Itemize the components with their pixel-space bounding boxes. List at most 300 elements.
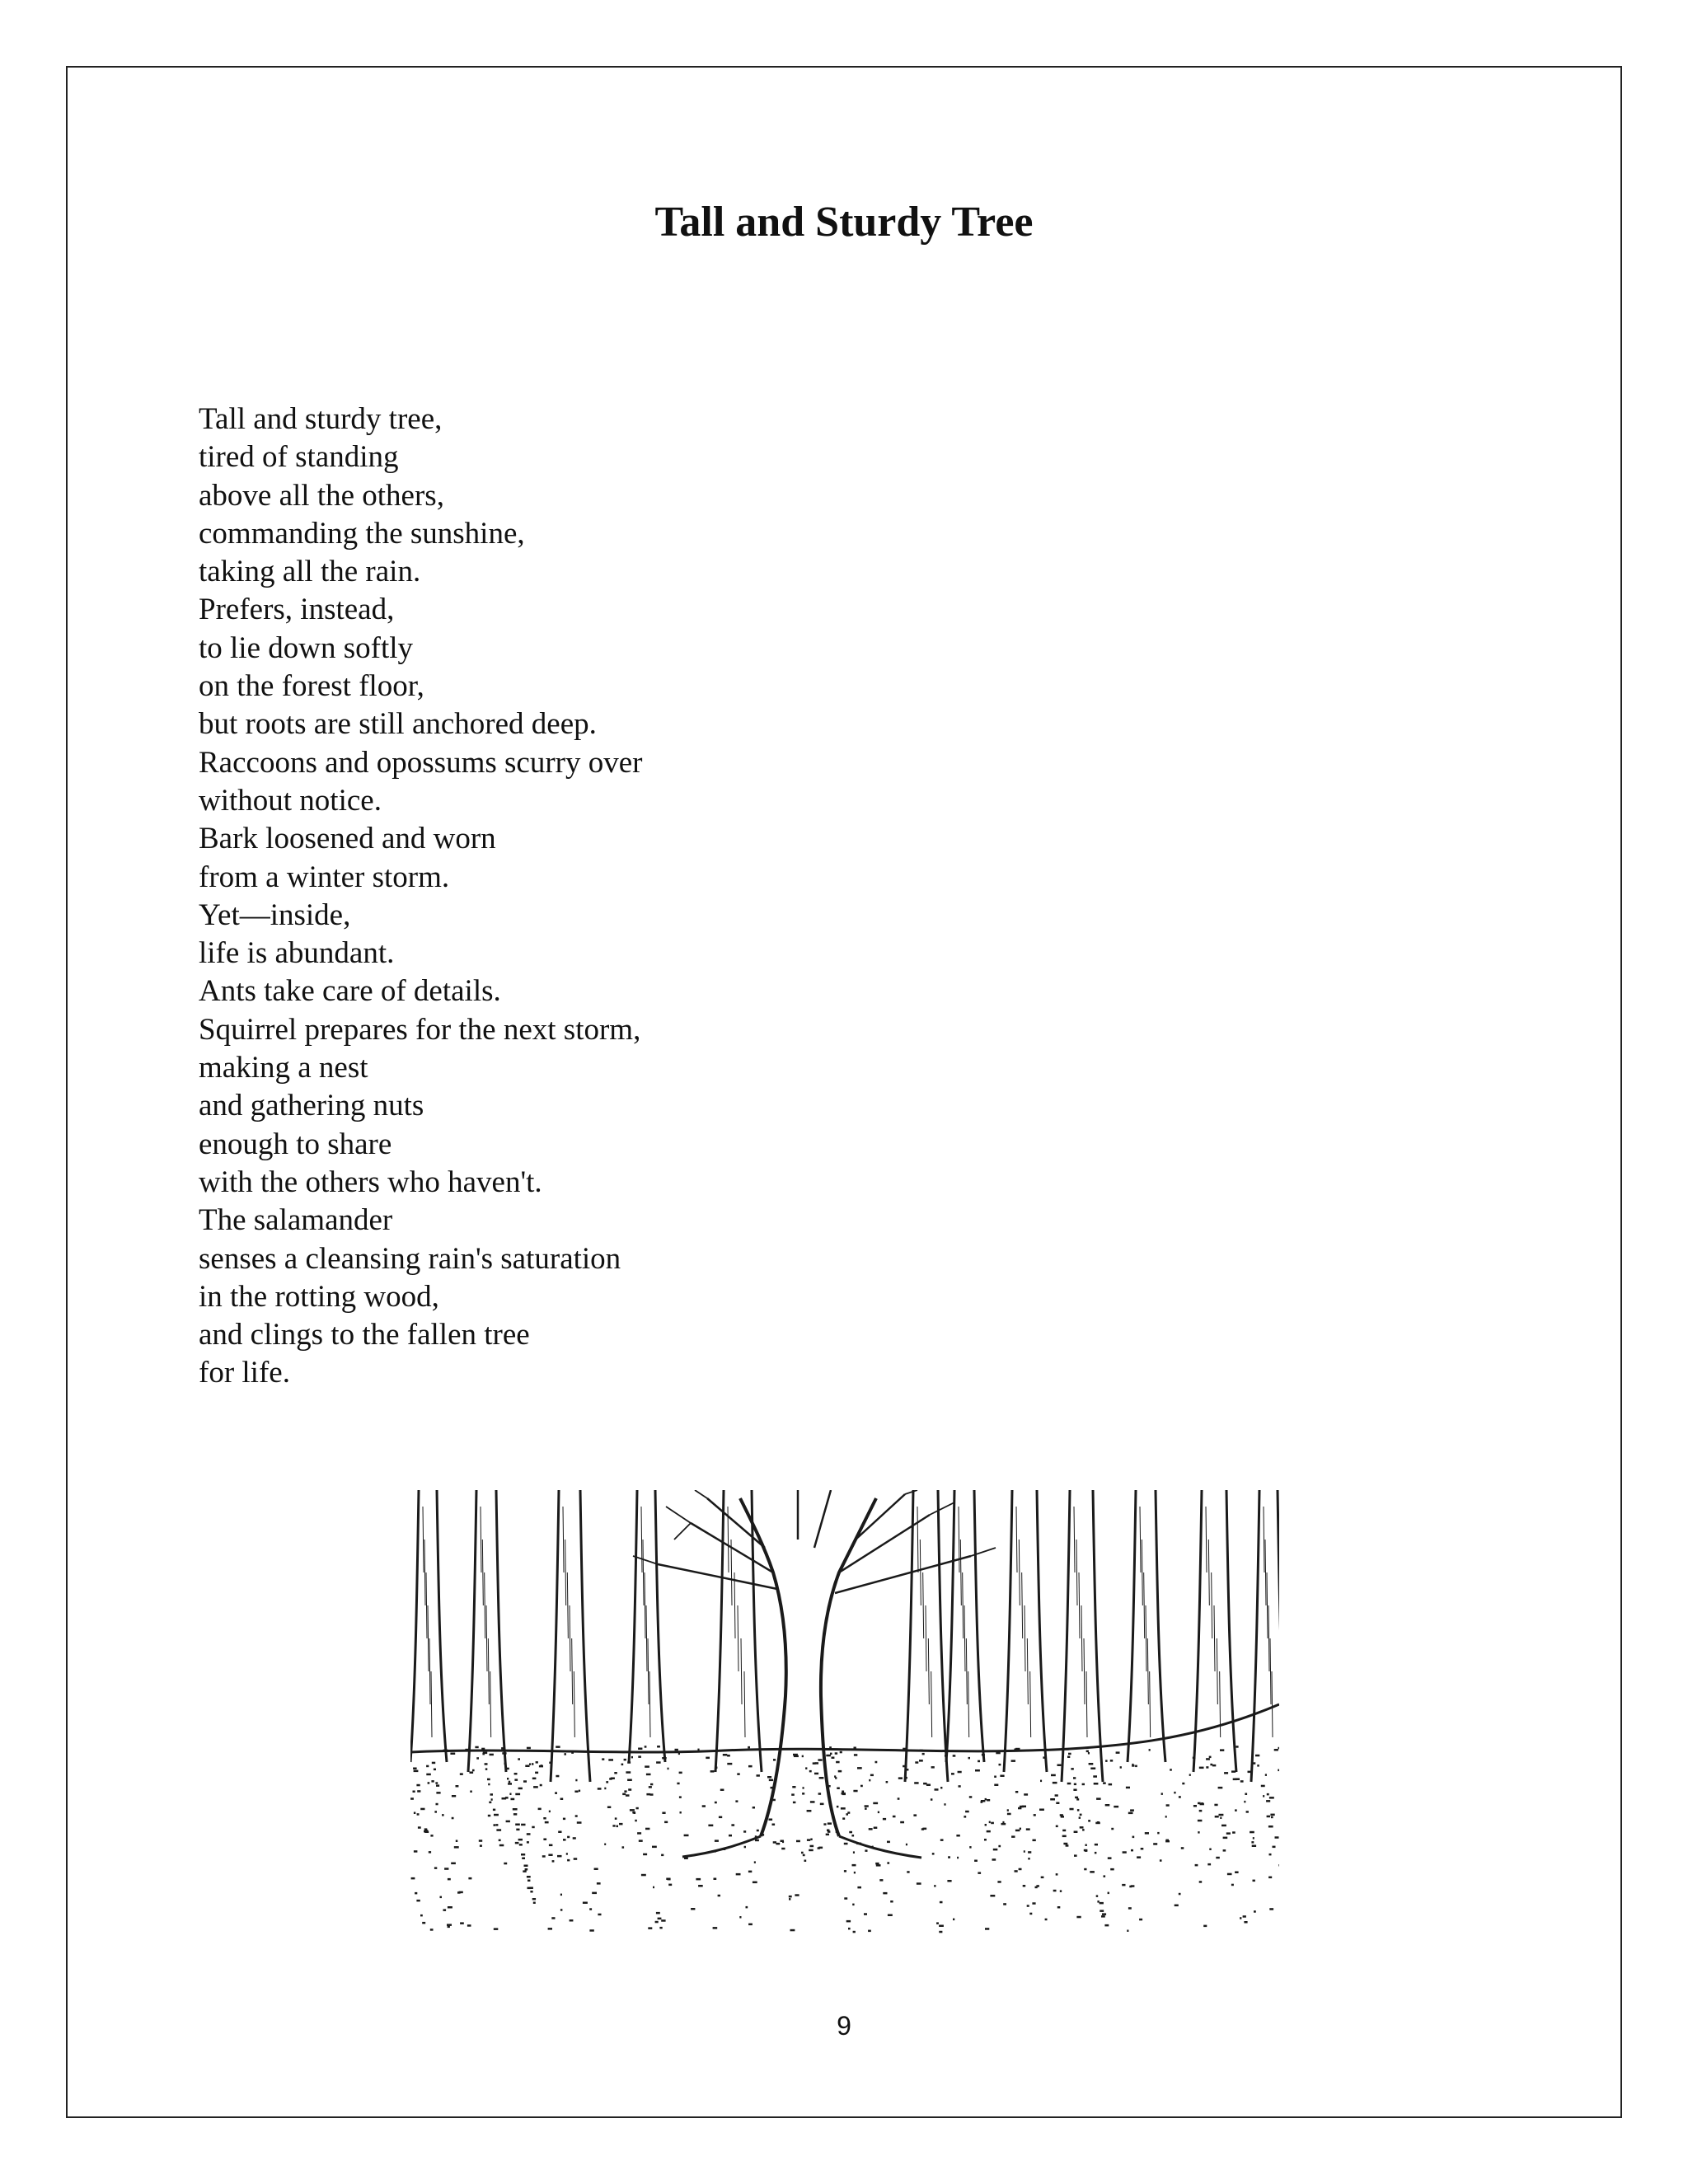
leaf-dot: [935, 1788, 939, 1791]
leaf-dot: [1270, 1814, 1274, 1816]
leaf-dot: [836, 1761, 840, 1764]
leaf-dot: [1110, 1760, 1113, 1762]
leaf-dot: [511, 1798, 515, 1801]
leaf-dot: [450, 1753, 455, 1755]
leaf-dot: [645, 1828, 649, 1830]
leaf-dot: [939, 1925, 944, 1928]
leaf-dot: [830, 1808, 832, 1811]
leaf-dot: [920, 1750, 923, 1752]
leaf-dot: [818, 1847, 820, 1849]
leaf-dot: [1095, 1822, 1100, 1825]
leaf-dot: [499, 1840, 501, 1842]
leaf-dot: [1199, 1810, 1203, 1812]
leaf-dot: [1231, 1884, 1234, 1886]
leaf-dot: [1131, 1849, 1133, 1852]
leaf-dot: [549, 1844, 553, 1847]
leaf-dot: [444, 1868, 448, 1870]
leaf-dot: [570, 1919, 574, 1922]
leaf-dot: [1235, 1809, 1237, 1811]
leaf-dot: [985, 1928, 989, 1930]
leaf-dot: [713, 1927, 718, 1929]
leaf-dot: [490, 1754, 494, 1756]
leaf-dot: [501, 1747, 504, 1750]
leaf-dot: [502, 1797, 507, 1800]
leaf-dot: [622, 1751, 625, 1754]
leaf-dot: [1240, 1780, 1244, 1783]
leaf-dot: [583, 1902, 588, 1905]
leaf-dot: [1053, 1782, 1057, 1784]
leaf-dot: [715, 1767, 717, 1769]
leaf-dot: [981, 1800, 986, 1802]
leaf-dot: [684, 1858, 688, 1860]
poem-line: Raccoons and opossums scurry over: [199, 745, 643, 780]
leaf-dot: [658, 1918, 662, 1920]
leaf-dot: [735, 1800, 738, 1802]
leaf-dot: [619, 1823, 623, 1825]
leaf-dot: [987, 1830, 991, 1833]
leaf-dot: [890, 1900, 893, 1903]
leaf-dot: [659, 1927, 662, 1929]
leaf-dot: [718, 1895, 720, 1897]
leaf-dot: [948, 1856, 950, 1858]
leaf-dot: [655, 1921, 659, 1924]
leaf-dot: [560, 1798, 564, 1801]
leaf-dot: [809, 1849, 814, 1852]
leaf-dot: [869, 1828, 873, 1830]
leaf-dot: [940, 1901, 943, 1904]
leaf-dot: [710, 1770, 715, 1773]
leaf-dot: [505, 1768, 509, 1770]
leaf-dot: [410, 1797, 414, 1800]
leaf-dot: [436, 1803, 438, 1806]
leaf-dot: [753, 1882, 757, 1884]
leaf-dot: [485, 1768, 488, 1770]
leaf-dot: [521, 1854, 525, 1856]
leaf-dot: [1103, 1782, 1106, 1784]
leaf-dot: [649, 1786, 652, 1788]
leaf-dot: [748, 1924, 753, 1926]
leaf-dot: [1066, 1748, 1068, 1750]
leaf-dot: [1085, 1844, 1087, 1847]
leaf-dot: [1068, 1753, 1071, 1755]
leaf-dot: [424, 1831, 429, 1834]
leaf-dot: [413, 1791, 415, 1793]
leaf-dot: [457, 1891, 461, 1894]
leaf-dot: [435, 1782, 438, 1784]
leaf-dot: [915, 1761, 918, 1764]
leaf-dot: [563, 1818, 565, 1821]
leaf-dot: [1082, 1783, 1085, 1786]
leaf-dot: [990, 1895, 995, 1897]
leaf-dot: [542, 1855, 546, 1858]
leaf-dot: [1198, 1820, 1203, 1822]
leaf-dot: [522, 1858, 525, 1860]
leaf-dot: [434, 1811, 437, 1813]
leaf-dot: [1160, 1859, 1162, 1862]
leaf-dot: [476, 1757, 479, 1760]
leaf-dot: [720, 1789, 724, 1792]
leaf-dot: [598, 1914, 601, 1916]
leaf-dot: [1181, 1847, 1184, 1849]
leaf-dot: [571, 1751, 574, 1754]
leaf-dot: [1257, 1765, 1259, 1767]
leaf-dot: [940, 1839, 944, 1841]
leaf-dot: [506, 1821, 510, 1823]
leaf-dot: [488, 1815, 490, 1817]
leaf-dot: [480, 1844, 482, 1847]
leaf-dot: [545, 1821, 549, 1824]
leaf-dot: [612, 1825, 615, 1827]
leaf-dot: [443, 1909, 447, 1911]
leaf-dot: [965, 1811, 969, 1813]
leaf-dot: [969, 1796, 973, 1798]
leaf-dot: [706, 1757, 710, 1760]
poem-line: commanding the sunshine,: [199, 516, 525, 551]
leaf-dot: [442, 1814, 444, 1816]
leaf-dot: [1182, 1783, 1184, 1785]
leaf-dot: [1129, 1886, 1132, 1888]
leaf-dot: [540, 1784, 542, 1787]
leaf-dot: [617, 1825, 619, 1828]
leaf-dot: [626, 1771, 631, 1774]
leaf-dot: [516, 1829, 519, 1831]
leaf-dot: [566, 1853, 568, 1855]
leaf-dot: [991, 1822, 994, 1825]
leaf-dot: [1035, 1886, 1038, 1889]
forest-illustration: [410, 1490, 1279, 1935]
leaf-dot: [1076, 1916, 1081, 1919]
leaf-dot: [900, 1821, 904, 1824]
leaf-dot: [1007, 1809, 1009, 1811]
leaf-dot: [731, 1824, 734, 1826]
leaf-dot: [557, 1855, 562, 1858]
leaf-dot: [1278, 1747, 1280, 1750]
leaf-dot: [1076, 1798, 1079, 1801]
leaf-dot: [1034, 1814, 1036, 1816]
leaf-dot: [652, 1846, 657, 1849]
leaf-dot: [940, 1787, 942, 1789]
leaf-dot: [1179, 1796, 1181, 1798]
leaf-dot: [488, 1783, 490, 1786]
leaf-dot: [624, 1759, 626, 1761]
leaf-dot: [509, 1781, 510, 1783]
leaf-dot: [737, 1773, 739, 1775]
leaf-dot: [835, 1777, 837, 1779]
leaf-dot: [467, 1924, 471, 1927]
leaf-dot: [1011, 1760, 1015, 1762]
leaf-dot: [1061, 1816, 1064, 1818]
leaf-dot: [1094, 1783, 1099, 1785]
leaf-dot: [533, 1902, 536, 1905]
leaf-dot: [1039, 1809, 1044, 1811]
leaf-dot: [532, 1826, 534, 1829]
leaf-dot: [828, 1822, 832, 1825]
leaf-dot: [1053, 1890, 1057, 1892]
leaf-dot: [1024, 1850, 1025, 1853]
leaf-dot: [1263, 1795, 1264, 1797]
leaf-dot: [1266, 1800, 1270, 1802]
poem-line: The salamander: [199, 1203, 393, 1238]
leaf-dot: [782, 1841, 784, 1844]
leaf-dot: [953, 1919, 954, 1921]
leaf-dot: [677, 1783, 679, 1785]
leaf-dot: [662, 1812, 665, 1815]
leaf-dot: [757, 1774, 760, 1777]
leaf-dot: [535, 1772, 538, 1774]
poem-line: taking all the rain.: [199, 555, 421, 589]
leaf-dot: [1220, 1817, 1221, 1820]
leaf-dot: [857, 1886, 861, 1889]
leaf-dot: [563, 1839, 566, 1841]
poem-line: tired of standing: [199, 440, 399, 475]
leaf-dot: [1110, 1868, 1114, 1871]
leaf-dot: [415, 1892, 417, 1895]
leaf-dot: [1233, 1779, 1237, 1781]
leaf-dot: [1073, 1777, 1076, 1779]
leaf-dot: [574, 1858, 578, 1860]
leaf-dot: [1082, 1829, 1085, 1831]
leaf-dot: [519, 1844, 523, 1846]
leaf-dot: [985, 1824, 987, 1826]
leaf-dot: [712, 1850, 716, 1853]
leaf-dot: [556, 1746, 560, 1748]
leaf-dot: [978, 1872, 981, 1874]
leaf-dot: [1018, 1807, 1021, 1810]
leaf-dot: [974, 1860, 978, 1863]
leaf-dot: [426, 1765, 429, 1768]
leaf-dot: [723, 1849, 726, 1851]
leaf-dot: [460, 1922, 464, 1924]
leaf-dot: [1231, 1770, 1236, 1773]
leaf-dot: [602, 1758, 604, 1760]
leaf-dot: [1252, 1762, 1255, 1765]
leaf-dot: [1014, 1749, 1017, 1751]
leaf-dot: [984, 1839, 987, 1841]
leaf-dot: [698, 1885, 703, 1887]
leaf-dot: [1170, 1769, 1172, 1771]
leaf-dot: [532, 1778, 537, 1780]
leaf-dot: [1240, 1917, 1241, 1919]
leaf-dot: [627, 1761, 631, 1764]
leaf-dot: [919, 1760, 923, 1762]
leaf-dot: [939, 1931, 942, 1933]
leaf-dot: [978, 1760, 980, 1763]
leaf-dot: [818, 1793, 822, 1795]
leaf-dot: [879, 1879, 883, 1882]
leaf-dot: [997, 1881, 1001, 1883]
leaf-dot: [465, 1749, 469, 1751]
leaf-dot: [790, 1929, 795, 1932]
poem-line: Ants take care of details.: [199, 974, 501, 1009]
leaf-dot: [525, 1765, 529, 1768]
leaf-dot: [1055, 1794, 1058, 1797]
leaf-dot: [428, 1782, 430, 1784]
leaf-dot: [865, 1805, 869, 1807]
leaf-dot: [1056, 1825, 1058, 1828]
leaf-dot: [860, 1785, 863, 1788]
leaf-dot: [1074, 1831, 1078, 1834]
leaf-dot: [1269, 1854, 1272, 1856]
leaf-dot: [494, 1824, 496, 1826]
poem-line: for life.: [199, 1356, 290, 1390]
leaf-dot: [639, 1840, 643, 1842]
leaf-dot: [604, 1844, 606, 1846]
leaf-dot: [1067, 1783, 1071, 1785]
leaf-dot: [1066, 1844, 1069, 1847]
leaf-dot: [746, 1906, 748, 1909]
leaf-dot: [830, 1753, 832, 1755]
leaf-dot: [470, 1791, 472, 1793]
leaf-dot: [1254, 1910, 1256, 1913]
leaf-dot: [451, 1863, 456, 1865]
leaf-dot: [868, 1930, 871, 1933]
leaf-dot: [917, 1882, 921, 1885]
leaf-dot: [592, 1892, 597, 1895]
leaf-dot: [1278, 1864, 1279, 1867]
leaf-dot: [411, 1877, 415, 1880]
leaf-dot: [622, 1846, 625, 1849]
leaf-dot: [872, 1846, 874, 1849]
poem-line: Bark loosened and worn: [199, 822, 496, 856]
leaf-dot: [521, 1824, 525, 1826]
leaf-dot: [807, 1839, 810, 1841]
leaf-dot: [1050, 1798, 1055, 1801]
leaf-dot: [708, 1825, 713, 1827]
leaf-dot: [1095, 1844, 1098, 1846]
leaf-dot: [739, 1916, 741, 1919]
leaf-dot: [414, 1850, 418, 1853]
leaf-dot: [514, 1773, 518, 1775]
leaf-dot: [431, 1780, 434, 1783]
leaf-dot: [805, 1767, 807, 1769]
leaf-dot: [661, 1919, 665, 1922]
leaf-dot: [998, 1845, 1001, 1848]
leaf-dot: [844, 1897, 847, 1900]
leaf-dot: [496, 1829, 501, 1831]
leaf-dot: [668, 1884, 672, 1886]
leaf-dot: [1261, 1785, 1265, 1788]
leaf-dot: [530, 1891, 532, 1893]
leaf-dot: [1090, 1871, 1095, 1873]
leaf-dot: [789, 1896, 792, 1898]
leaf-dot: [456, 1785, 459, 1788]
leaf-dot: [999, 1764, 1001, 1766]
leaf-dot: [873, 1802, 878, 1805]
leaf-dot: [1195, 1864, 1198, 1867]
leaf-dot: [678, 1753, 680, 1755]
leaf-dot: [994, 1784, 998, 1787]
leaf-dot: [982, 1754, 985, 1756]
leaf-dot: [715, 1802, 717, 1804]
leaf-dot: [1278, 1769, 1279, 1772]
leaf-dot: [657, 1746, 660, 1748]
leaf-dot: [1111, 1828, 1114, 1830]
leaf-dot: [702, 1805, 706, 1807]
leaf-dot: [1193, 1757, 1196, 1760]
leaf-dot: [432, 1762, 435, 1765]
leaf-dot: [1101, 1915, 1105, 1918]
leaf-dot: [691, 1908, 695, 1910]
leaf-dot: [844, 1843, 848, 1845]
leaf-dot: [719, 1816, 722, 1819]
leaf-dot: [814, 1773, 818, 1775]
leaf-dot: [1001, 1823, 1006, 1825]
leaf-dot: [1074, 1783, 1076, 1786]
leaf-dot: [1075, 1797, 1078, 1799]
leaf-dot: [434, 1867, 437, 1869]
leaf-dot: [1096, 1797, 1101, 1800]
leaf-dot: [1165, 1816, 1167, 1818]
leaf-dot: [1123, 1851, 1127, 1854]
leaf-dot: [886, 1781, 889, 1783]
leaf-dot: [1226, 1832, 1231, 1835]
leaf-dot: [1271, 1816, 1273, 1819]
poem-line: Tall and sturdy tree,: [199, 402, 443, 436]
leaf-dot: [1045, 1919, 1048, 1921]
leaf-dot: [650, 1783, 653, 1786]
leaf-dot: [1166, 1804, 1170, 1807]
leaf-dot: [627, 1779, 632, 1782]
leaf-dot: [1104, 1924, 1109, 1927]
leaf-dot: [743, 1830, 746, 1833]
leaf-dot: [1079, 1816, 1081, 1819]
leaf-dot: [956, 1835, 959, 1837]
leaf-dot: [1203, 1925, 1207, 1928]
leaf-dot: [727, 1755, 730, 1757]
leaf-dot: [757, 1830, 759, 1832]
leaf-dot: [744, 1846, 746, 1849]
leaf-dot: [1086, 1750, 1089, 1753]
leaf-dot: [489, 1802, 491, 1804]
leaf-dot: [448, 1878, 451, 1881]
leaf-dot: [675, 1749, 678, 1751]
leaf-dot: [849, 1831, 852, 1834]
leaf-dot: [1153, 1843, 1157, 1845]
leaf-dot: [1088, 1820, 1090, 1822]
leaf-dot: [1200, 1803, 1204, 1806]
leaf-dot: [1236, 1746, 1238, 1748]
leaf-dot: [903, 1748, 906, 1750]
leaf-dot: [848, 1928, 851, 1930]
leaf-dot: [661, 1854, 663, 1857]
leaf-dot: [856, 1843, 861, 1845]
leaf-dot: [969, 1846, 971, 1849]
leaf-dot: [819, 1777, 824, 1779]
leaf-dot: [893, 1816, 896, 1818]
leaf-dot: [827, 1785, 830, 1788]
leaf-dot: [607, 1807, 611, 1809]
leaf-dot: [1073, 1789, 1076, 1792]
leaf-dot: [736, 1873, 741, 1876]
leaf-dot: [630, 1809, 635, 1811]
leaf-dot: [964, 1816, 966, 1818]
leaf-dot: [1127, 1930, 1128, 1933]
leaf-dot: [1235, 1872, 1239, 1874]
leaf-dot: [947, 1880, 951, 1882]
poem-line: and gathering nuts: [199, 1089, 424, 1123]
leaf-dot: [854, 1872, 856, 1874]
leaf-dot: [1269, 1908, 1273, 1910]
leaf-dot: [993, 1849, 998, 1851]
leaf-dot: [499, 1844, 504, 1847]
leaf-dot: [635, 1820, 637, 1822]
leaf-dot: [835, 1752, 837, 1755]
leaf-dot: [714, 1878, 717, 1881]
leaf-dot: [434, 1769, 436, 1771]
leaf-dot: [594, 1868, 598, 1871]
leaf-dot: [656, 1761, 661, 1764]
leaf-dot: [436, 1784, 439, 1787]
